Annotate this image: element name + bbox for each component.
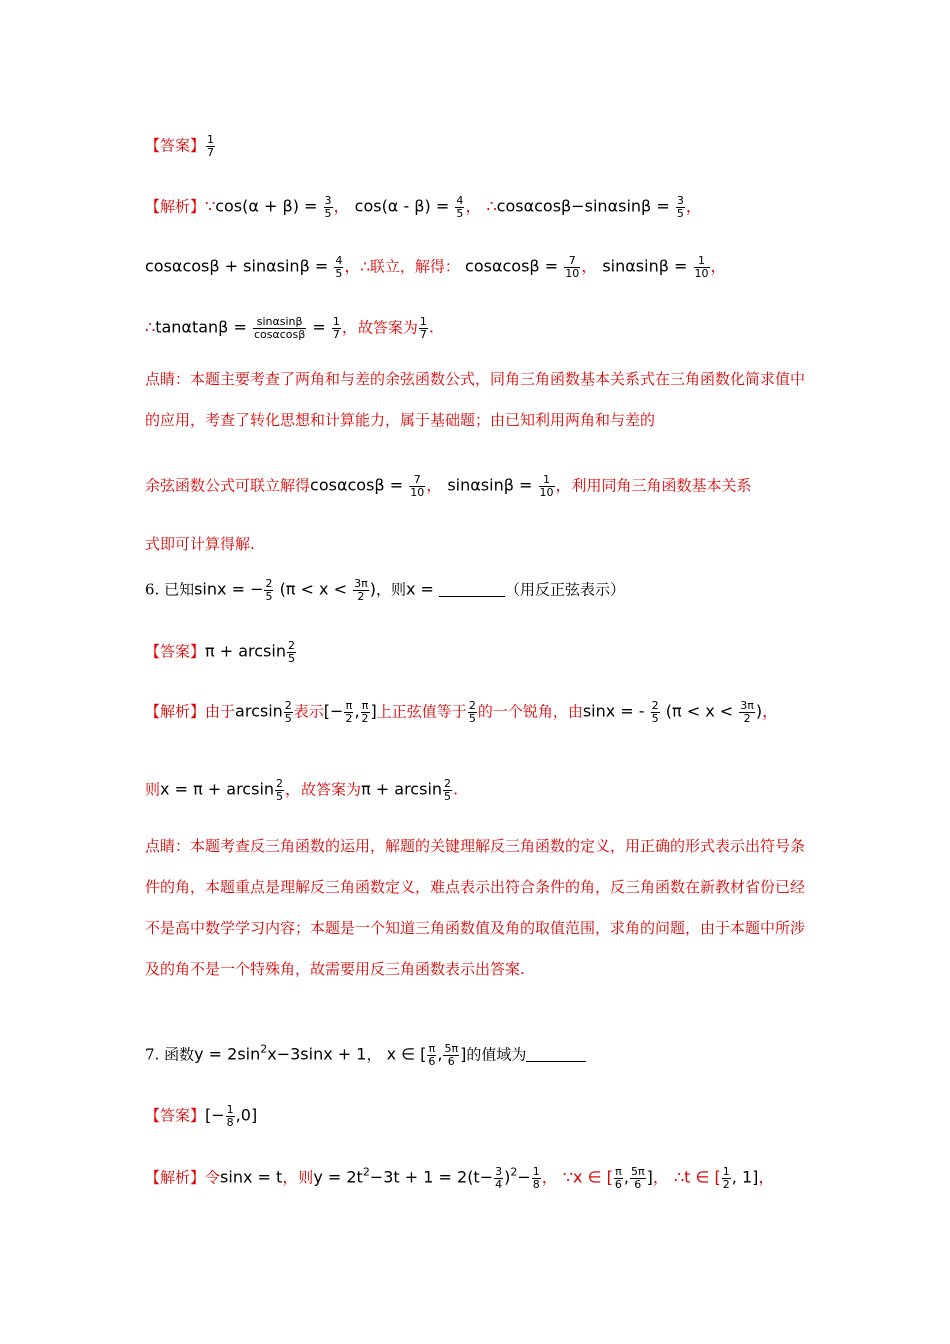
fraction: $\frac{5\pi}{6}$ [444,1042,459,1068]
fraction: $\frac{\pi}{2}$ [361,699,369,725]
q7-answer-line: 【答案】[− $\frac{1}{8}$ ,0] [145,1103,258,1129]
fraction: $\frac{2}{5}$ [468,699,476,725]
fraction: $\frac{2}{5}$ [276,777,284,803]
fraction: $\frac{\sin\alpha\sin\beta}{\cos\alpha\cos\beta}$ [253,315,306,341]
q6-analysis-line-2: 则x = π + arcsin $\frac{2}{5}$ ，故答案为π + arcsin $\frac{2}{5}$ . [145,777,459,803]
fraction: $\frac{2}{5}$ [287,639,295,665]
q7-question: 7. 函数$y = 2\sin^2x-3\sin x + 1$， x ∈ [ $\frac{\pi}{6}$ , $\frac{5\pi}{6}$ ]的值域为 [145,1043,586,1067]
analysis-label: 【解析】 [145,702,206,721]
fraction: $\frac{1}{8}$ [226,1103,234,1129]
fraction: $\frac{3}{5}$ [324,194,332,220]
fraction: $\frac{1}{10}$ [539,473,554,499]
fraction: $\frac{7}{10}$ [410,473,425,499]
fraction: $\frac{3}{4}$ [495,1165,503,1191]
fraction: $\frac{4}{5}$ [456,194,464,220]
fraction: $\frac{1}{10}$ [694,254,709,280]
q5-analysis-line-2: cosαcosβ + sinαsinβ = $\frac{4}{5}$ ，∴联立，解得： cosαcosβ = $\frac{7}{10}$ ， sinαsinβ = $\frac{1}{10}$ ， [145,254,727,280]
answer-label: 【答案】 [145,642,206,661]
analysis-label: 【解析】 [145,197,206,216]
fraction: $\frac{2}{5}$ [651,699,659,725]
q5-analysis-line-3: ∴tanαtanβ = $\frac{\sin\alpha\sin\beta}{\cos\alpha\cos\beta}$ = $\frac{1}{7}$ ，故答案为 $\frac{1}{7}$ . [145,315,434,341]
q5-comment-b: 余弦函数公式可联立解得cosαcosβ = $\frac{7}{10}$ ， sinαsinβ = $\frac{1}{10}$ ，利用同角三角函数基本关系 [145,473,752,499]
answer-blank[interactable] [439,596,505,597]
fraction: $\frac{1}{2}$ [722,1165,730,1191]
fraction: $\frac{\pi}{2}$ [345,699,353,725]
answer-label: 【答案】 [145,136,206,155]
answer-blank[interactable] [526,1061,586,1062]
fraction: $\frac{\pi}{6}$ [428,1042,436,1068]
fraction: $\frac{3}{5}$ [676,194,684,220]
q5-comment-a: 点睛：本题主要考查了两角和与差的余弦函数公式，同角三角函数基本关系式在三角函数化简求值中的应用，考查了转化思想和计算能力，属于基础题；由已知利用两角和与差的 [145,370,806,429]
q6-question: 6. 已知sinx = − $\frac{2}{5}$ (π < x < $\frac{3\pi}{2}$ )，则x = （用反正弦表示） [145,577,626,603]
fraction: $\frac{1}{7}$ [207,133,215,159]
fraction: $\frac{3\pi}{2}$ [740,699,754,725]
answer-label: 【答案】 [145,1106,206,1125]
fraction: $\frac{5\pi}{6}$ [630,1165,645,1191]
fraction: $\frac{2}{5}$ [265,577,273,603]
fraction: $\frac{2}{5}$ [284,699,292,725]
fraction: $\frac{2}{5}$ [444,777,452,803]
q6-answer-line: 【答案】π + arcsin $\frac{2}{5}$ [145,639,295,665]
q6-analysis-line-1: 【解析】由于arcsin $\frac{2}{5}$ 表示[− $\frac{\pi}{2}$ , $\frac{\pi}{2}$ ]上正弦值等于 $\frac{2}{5}$ 的一个锐角，由sinx = - $\frac{2}{5}$ (π < x < $\frac{3\pi}{2}$ )， [145,699,779,725]
fraction: $\frac{1}{7}$ [419,315,427,341]
q6-comment: 点睛：本题考查反三角函数的运用，解题的关键理解反三角函数的定义，用正确的形式表示出符号条件的角，本题重点是理解反三角函数定义，难点表示出符合条件的角，反三角函数在新教材省份已经不是高中数学学习内容；本题是一个知道三角函数值及角的取值范围，求角的问题，由于本题中所涉及的角不是一个特殊角，故需要用反三角函数表示出答案. [145,837,806,978]
analysis-label: 【解析】 [145,1168,206,1187]
q5-analysis-line-1: 【解析】∵cos(α + β) = $\frac{3}{5}$ ， cos(α - β) = $\frac{4}{5}$ ， ∴cosαcosβ−sinαsinβ = $\frac{3}{5}$ ， [145,194,702,220]
fraction: $\frac{1}{8}$ [532,1165,540,1191]
q5-comment-c: 式即可计算得解. [145,535,255,553]
q5-answer-line [145,134,216,158]
fraction: $\frac{7}{10}$ [565,254,580,280]
fraction: $\frac{4}{5}$ [335,254,343,280]
fraction: $\frac{1}{7}$ [332,315,340,341]
fraction: $\frac{\pi}{6}$ [614,1165,622,1191]
fraction: $\frac{3\pi}{2}$ [354,577,368,603]
q7-analysis-line: 【解析】令sinx = t，则$y = 2t^2-3t + 1 = 2(t-$ $\frac{3}{4}$ )$^2$− $\frac{1}{8}$ ， ∵x ∈ [ $\frac{\pi}{6}$ , $\frac{5\pi}{6}$ ]， ∴t ∈ [ $\frac{1}{2}$ , 1]， [145,1165,775,1191]
